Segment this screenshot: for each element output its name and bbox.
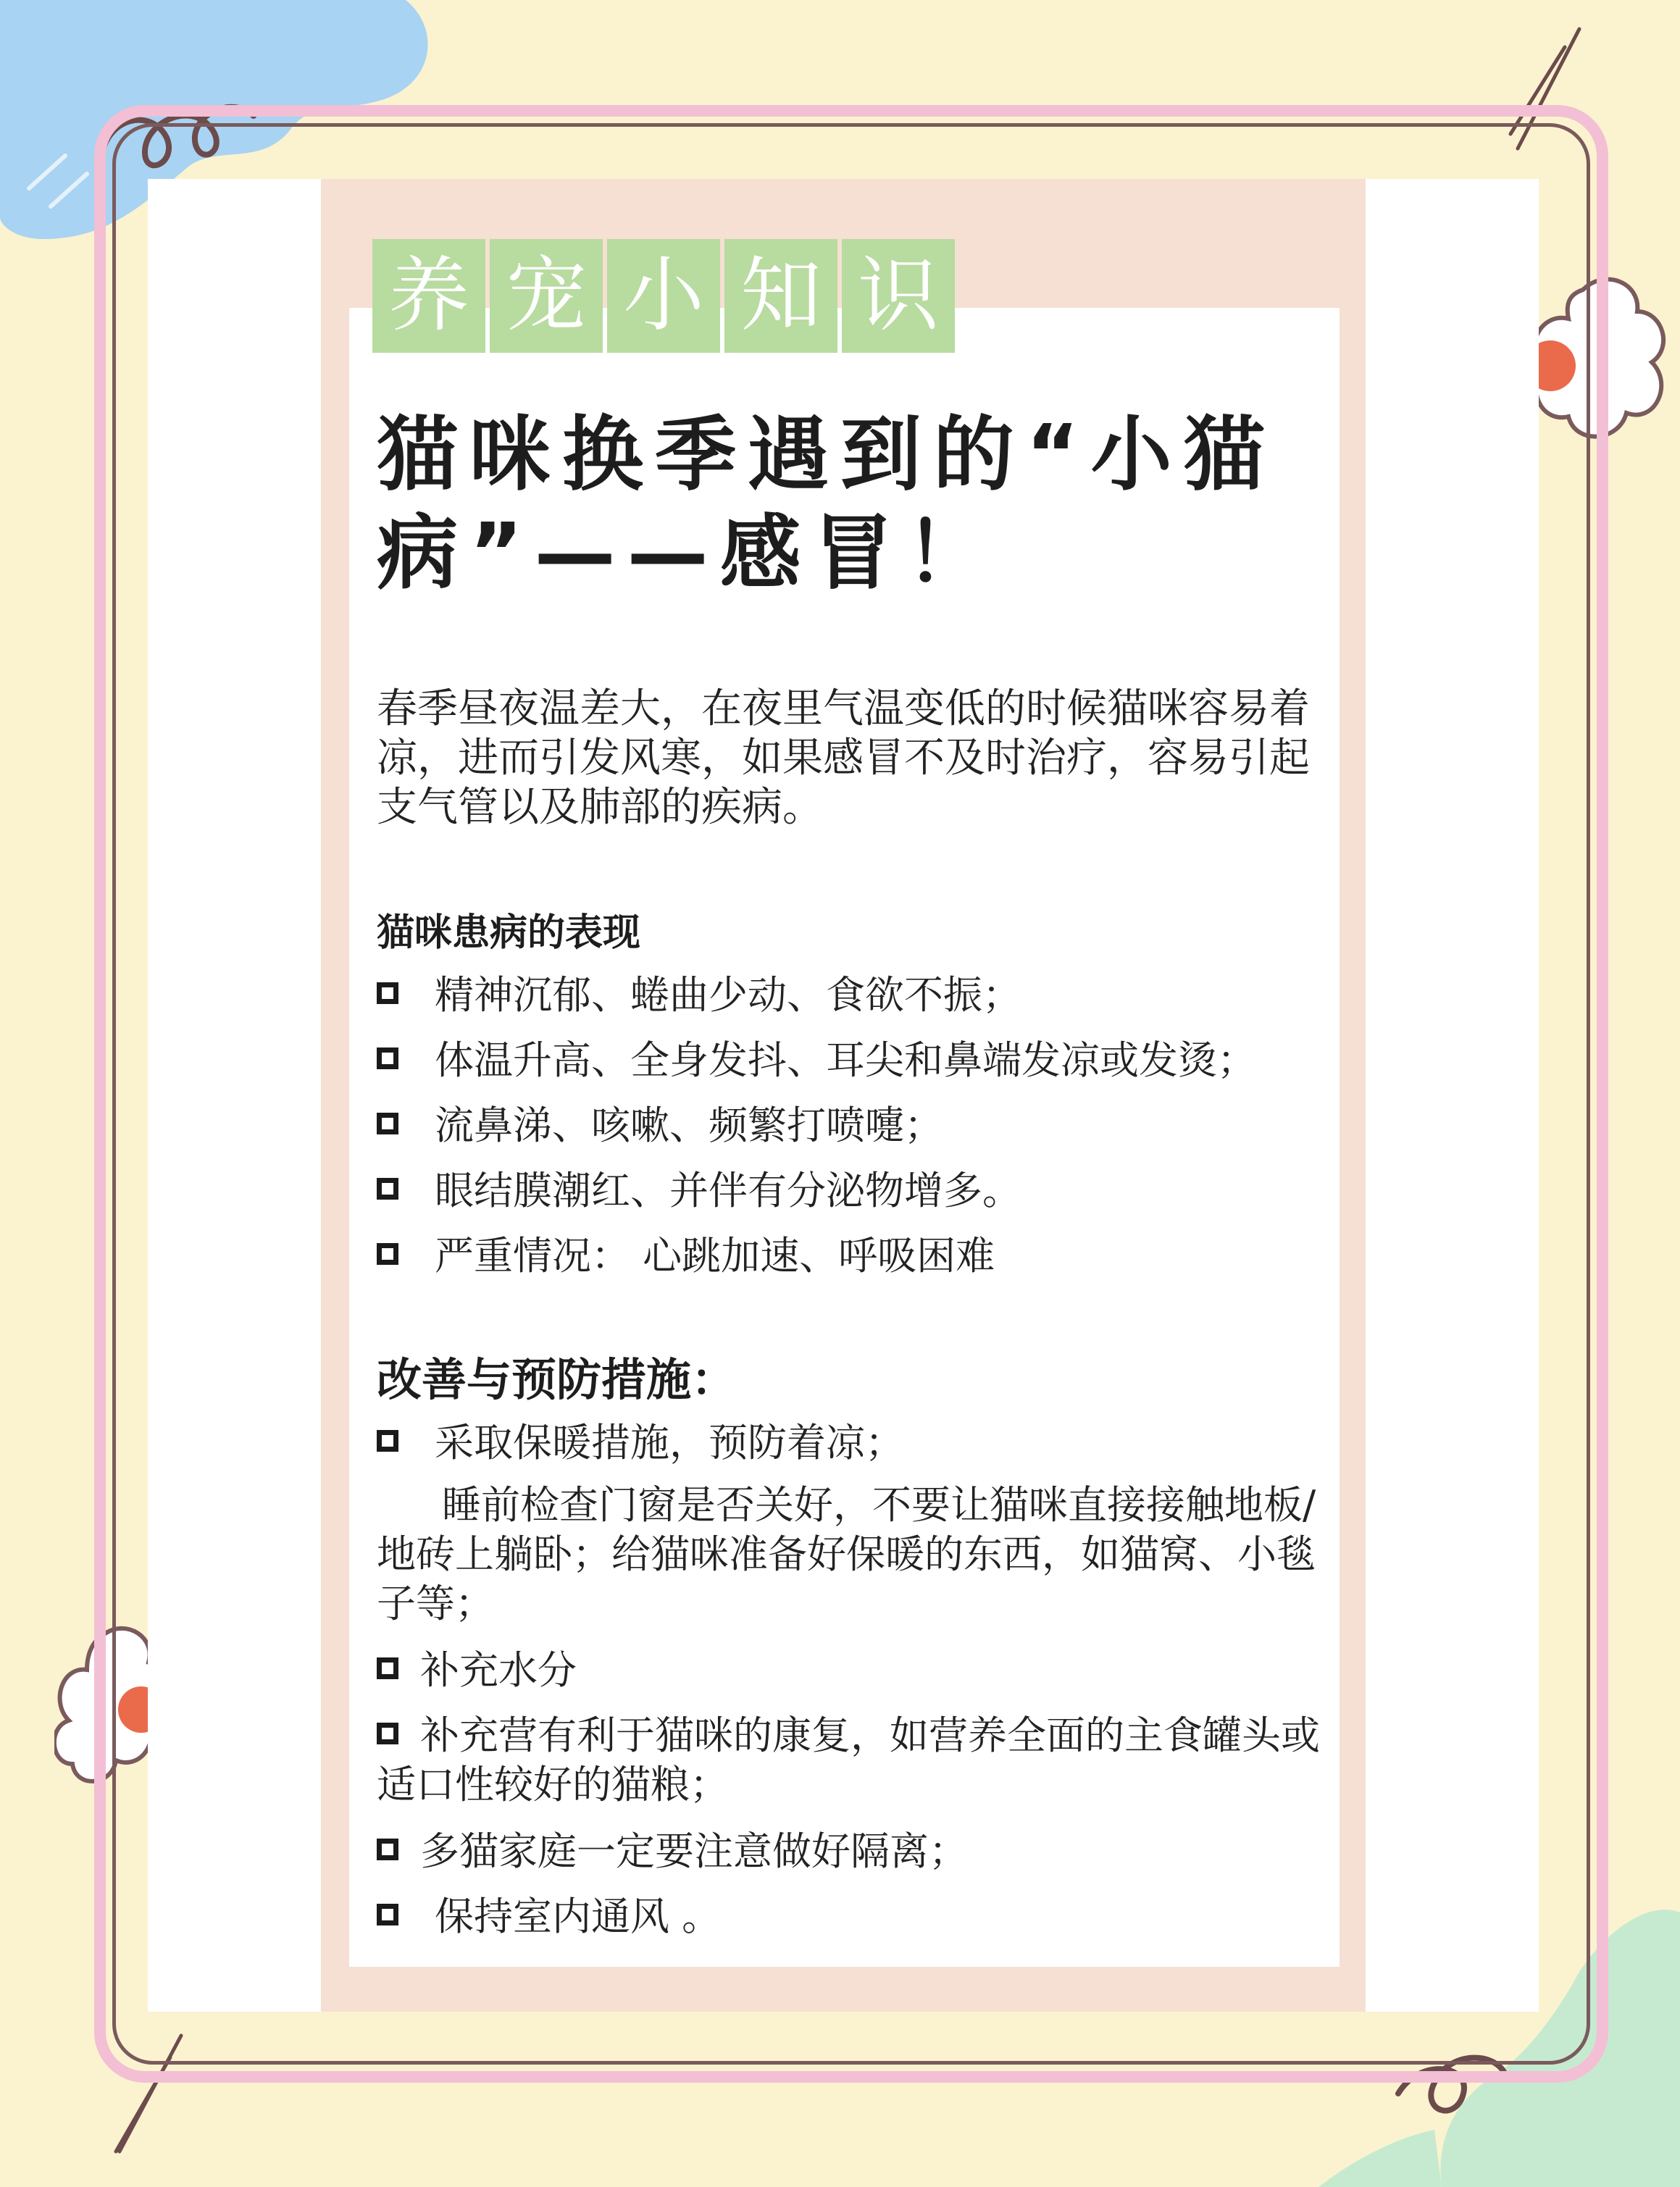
badge-char: 宠 xyxy=(490,239,603,353)
checkbox-icon xyxy=(377,1047,398,1069)
symptom-item xyxy=(377,971,1340,1020)
intro-paragraph: 春季昼夜温差大，在夜里气温变低的时候猫咪容易着凉，进而引发风寒，如果感冒不及时治疗，容易引起支气管以及肺部的疾病。 xyxy=(377,685,1310,831)
checkbox-icon xyxy=(377,1657,398,1679)
symptom-text: 眼结膜潮红、并伴有分泌物增多。 xyxy=(435,1168,1021,1213)
checkbox-icon xyxy=(377,1178,398,1200)
badge-char: 知 xyxy=(724,239,837,353)
badge-char: 识 xyxy=(842,239,955,353)
prevention-text: 补充营有利于猫咪的康复，如营养全面的主食罐头或适口性较好的猫粮； xyxy=(377,1713,1320,1807)
checkbox-icon xyxy=(377,1243,398,1265)
category-badge xyxy=(372,239,955,353)
prevention-text: 保持室内通风 。 xyxy=(435,1894,722,1939)
symptom-item xyxy=(377,1232,1340,1281)
prevention-detail: 睡前检查门窗是否关好，不要让猫咪直接接触地板/地砖上躺卧；给猫咪准备好保暖的东西，如猫窝、小毯子等； xyxy=(377,1482,1316,1626)
prevention-item xyxy=(377,1646,1340,1695)
symptom-text: 体温升高、全身发抖、耳尖和鼻端发凉或发烫； xyxy=(435,1037,1256,1083)
article-title: 猫咪换季遇到的“小猫病”——感冒！ xyxy=(377,408,1276,601)
symptoms-heading: 猫咪患病的表现 xyxy=(377,911,641,955)
prevention-item xyxy=(377,1418,1340,1468)
symptom-text: 严重情况： 心跳加速、呼吸困难 xyxy=(435,1233,995,1279)
prevention-text: 补充水分 xyxy=(420,1647,577,1693)
prevention-heading: 改善与预防措施： xyxy=(377,1353,737,1406)
symptom-item xyxy=(377,1036,1340,1085)
checkbox-icon xyxy=(377,982,398,1004)
symptom-item xyxy=(377,1166,1340,1216)
checkbox-icon xyxy=(377,1904,398,1925)
checkbox-icon xyxy=(377,1430,398,1452)
prevention-item xyxy=(377,1827,1340,1876)
prevention-text: 采取保暖措施，预防着凉； xyxy=(435,1420,904,1465)
checkbox-icon xyxy=(377,1723,398,1744)
prevention-item xyxy=(377,1711,1340,1810)
badge-char: 小 xyxy=(607,239,720,353)
checkbox-icon xyxy=(377,1113,398,1134)
badge-char: 养 xyxy=(372,239,485,353)
prevention-item xyxy=(377,1892,1340,1941)
prevention-text: 多猫家庭一定要注意做好隔离； xyxy=(420,1828,968,1874)
checkbox-icon xyxy=(377,1839,398,1860)
symptom-item xyxy=(377,1101,1340,1150)
symptom-text: 流鼻涕、咳嗽、频繁打喷嚏； xyxy=(435,1103,943,1148)
symptom-text: 精神沉郁、蜷曲少动、食欲不振； xyxy=(435,972,1021,1018)
